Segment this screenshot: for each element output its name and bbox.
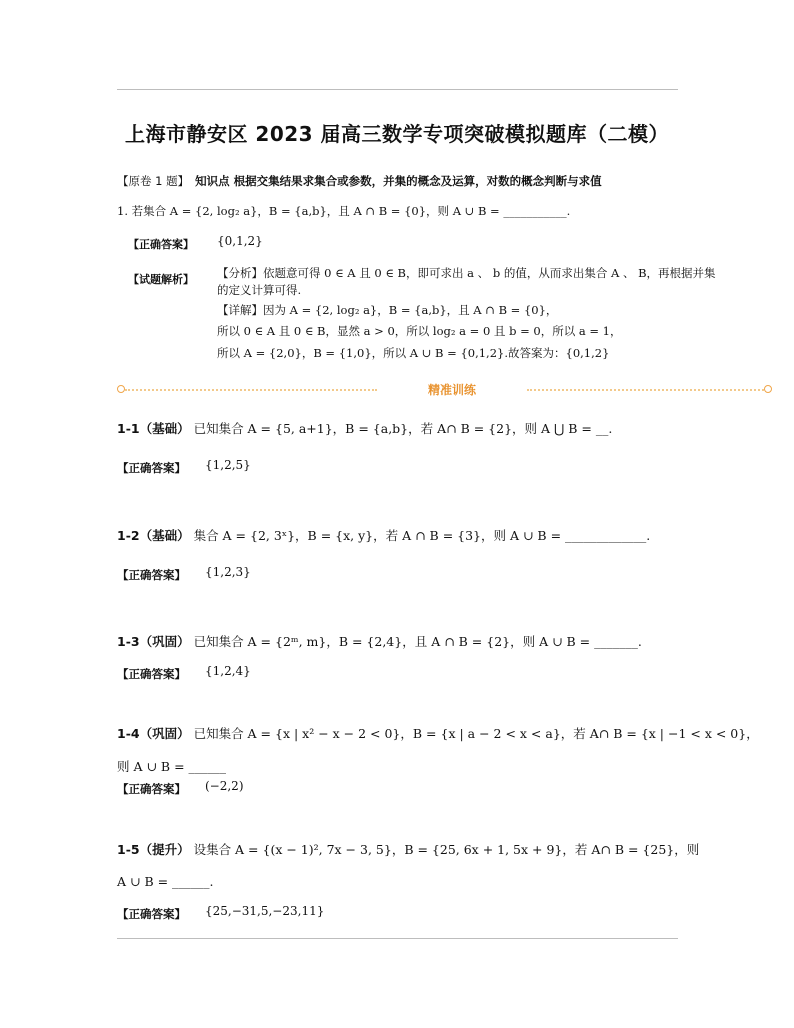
question-text: 设集合 A = {(x − 1)², 7x − 3, 5}，B = {25, 6x + 1, 5x + 9}，若 A∩ B = {25}，则: [193, 842, 700, 857]
divider-line: [125, 389, 377, 391]
analysis-line: 【详解】因为 A = {2, log₂ a}，B = {a,b}，且 A ∩ B = {0}，: [217, 303, 558, 317]
question-number: 1-3（巩固）: [117, 634, 190, 649]
question-text: 集合 A = {2, 3ˣ}，B = {x, y}，若 A ∩ B = {3}，则 A ∪ B = _____________.: [193, 528, 651, 543]
training-section-divider: [117, 380, 772, 400]
answer-label: 【正确答案】: [117, 667, 186, 681]
question-text-continued: 则 A ∪ B = ______: [117, 759, 227, 774]
answer-label: 【正确答案】: [117, 782, 186, 796]
question-text: 已知集合 A = {2ᵐ, m}，B = {2,4}，且 A ∩ B = {2}，则 A ∪ B = _______.: [193, 634, 642, 649]
question-number: 1-1（基础）: [117, 421, 190, 436]
original-label: 【原卷 1 题】: [117, 174, 190, 188]
question-text: 已知集合 A = {5, a+1}，B = {a,b}，若 A∩ B = {2}，则 A ⋃ B = __.: [193, 421, 613, 436]
original-answer-label: 【正确答案】: [128, 238, 194, 251]
answer-value: (−2,2): [205, 779, 244, 793]
practice-question: [117, 840, 699, 858]
answer-label: 【正确答案】: [117, 568, 186, 582]
original-question-header: [117, 173, 602, 189]
answer-value: {1,2,3}: [205, 565, 251, 579]
answer-label: 【正确答案】: [117, 907, 186, 921]
knowledge-points: 知识点 根据交集结果求集合或参数，并集的概念及运算，对数的概念判断与求值: [195, 174, 602, 188]
answer-value: {1,2,5}: [205, 458, 251, 472]
bottom-rule: [117, 938, 678, 939]
question-number: 1-5（提升）: [117, 842, 190, 857]
practice-question: [117, 526, 650, 544]
question-text: 已知集合 A = {x | x² − x − 2 < 0}，B = {x | a − 2 < x < a}，若 A∩ B = {x | −1 < x < 0}，: [193, 726, 759, 741]
practice-question: [117, 632, 642, 650]
answer-value: {25,−31,5,−23,11}: [205, 904, 325, 918]
question-text-continued: A ∪ B = ______.: [117, 874, 214, 889]
page-title: 上海市静安区 2023 届高三数学专项突破模拟题库（二模）: [124, 122, 670, 146]
divider-line: [527, 389, 767, 391]
original-question: 1. 若集合 A = {2, log₂ a}，B = {a,b}，且 A ∩ B = {0}，则 A ∪ B = ___________.: [117, 204, 571, 218]
practice-question: [117, 419, 612, 437]
practice-question: [117, 724, 759, 742]
original-answer-value: {0,1,2}: [217, 234, 263, 248]
answer-value: {1,2,4}: [205, 664, 251, 678]
analysis-line: 【分析】依题意可得 0 ∈ A 且 0 ∈ B，即可求出 a 、 b 的值，从而求出集合 A 、 B，再根据并集: [217, 266, 716, 280]
analysis-line: 所以 0 ∈ A 且 0 ∈ B，显然 a > 0，所以 log₂ a = 0 且 b = 0，所以 a = 1，: [217, 324, 622, 338]
divider-dot-icon: [117, 385, 125, 393]
top-rule: [117, 89, 678, 90]
answer-label: 【正确答案】: [117, 461, 186, 475]
question-number: 1-2（基础）: [117, 528, 190, 543]
analysis-line: 的定义计算可得.: [217, 283, 302, 297]
divider-dot-icon: [764, 385, 772, 393]
question-number: 1-4（巩固）: [117, 726, 190, 741]
original-analysis-label: 【试题解析】: [128, 273, 194, 286]
training-section-title: 精准训练: [427, 383, 476, 397]
analysis-line: 所以 A = {2,0}，B = {1,0}，所以 A ∪ B = {0,1,2}.故答案为：{0,1,2}: [217, 346, 610, 360]
